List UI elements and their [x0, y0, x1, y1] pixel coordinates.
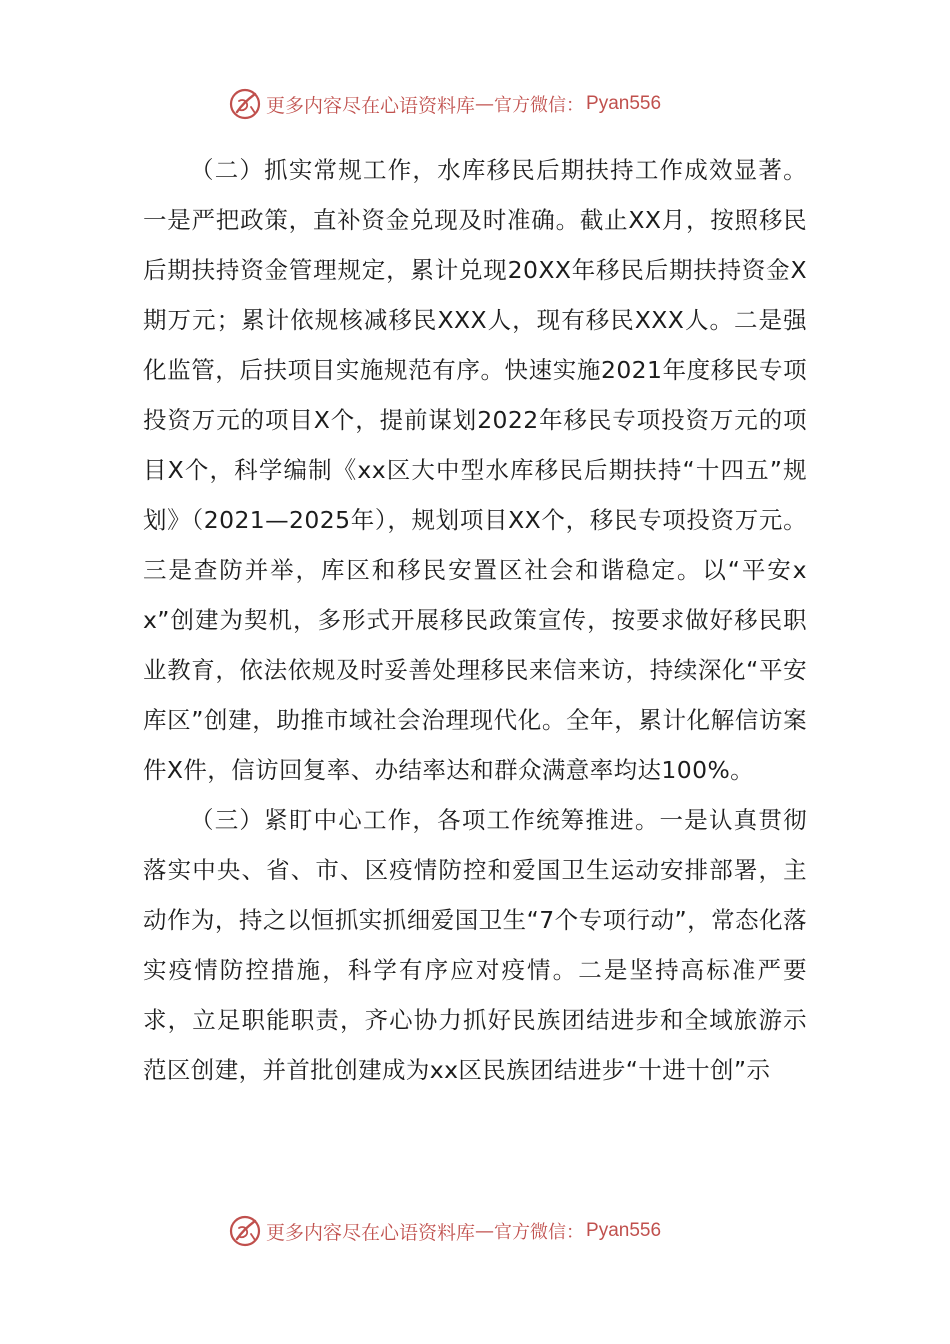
site-name: 更多内容尽在心语资料库 [266, 1221, 476, 1244]
header-watermark-banner [228, 84, 748, 124]
wechat-id: Pyan556 [586, 93, 662, 114]
wechat-label: 官方微信： [494, 95, 585, 116]
banner-separator: — [475, 93, 495, 115]
wechat-label: 官方微信： [494, 1222, 585, 1243]
wechat-id: Pyan556 [586, 1220, 662, 1241]
banner-separator: — [475, 1220, 495, 1242]
document-body [143, 145, 807, 1095]
site-name: 更多内容尽在心语资料库 [266, 94, 476, 117]
brand-logo-icon [228, 87, 262, 121]
paragraph-section-2: （二）抓实常规工作，水库移民后期扶持工作成效显著。一是严把政策，直补资金兑现及时准确。截止XX月，按照移民后期扶持资金管理规定，累计兑现20XX年移民后期扶持资金X期万元；累计依规核减移民XXX人，现有移民XXX人。二是强化监管，后扶项目实施规范有序。快速实施2021年度移民专项投资万元的项目X个，提前谋划2022年移民专项投资万元的项目X个，科学编制《xx区大中型水库移民后期扶持“十四五”规划》（2021—2025年），规划项目XX个，移民专项投资万元。三是查防并举，库区和移民安置区社会和谐稳定。以“平安xx”创建为契机，多形式开展移民政策宣传，按要求做好移民职业教育，依法依规及时妥善处理移民来信来访，持续深化“平安库区”创建，助推市域社会治理现代化。全年，累计化解信访案件X件，信访回复率、办结率达和群众满意率均达100%。 [143, 156, 807, 784]
footer-watermark-banner [228, 1211, 748, 1251]
brand-logo-icon [228, 1214, 262, 1248]
paragraph-section-3: （三）紧盯中心工作，各项工作统筹推进。一是认真贯彻落实中央、省、市、区疫情防控和爱国卫生运动安排部署，主动作为，持之以恒抓实抓细爱国卫生“7个专项行动”，常态化落实疫情防控措施，科学有序应对疫情。二是坚持高标准严要求，立足职能职责，齐心协力抓好民族团结进步和全域旅游示范区创建，并首批创建成为xx区民族团结进步“十进十创”示 [143, 806, 807, 1084]
